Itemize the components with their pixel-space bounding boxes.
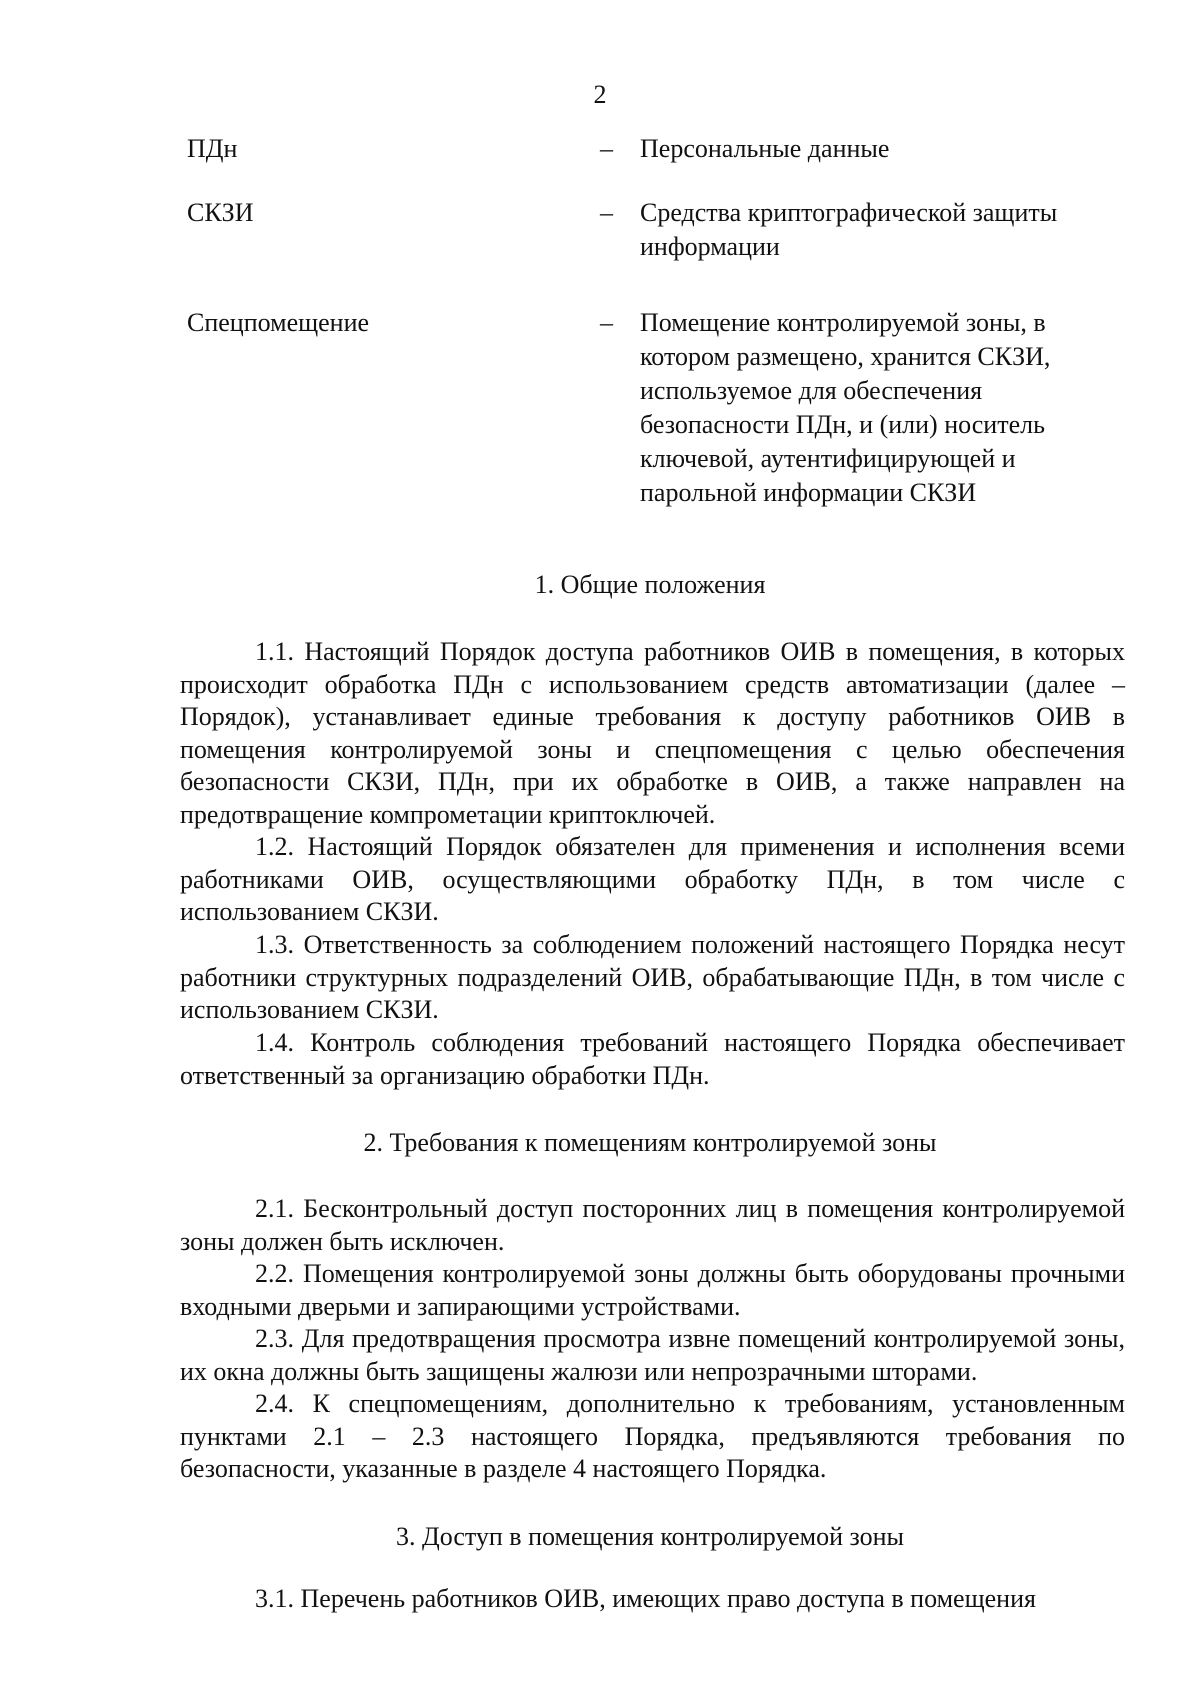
section-heading: 1. Общие положения <box>534 570 766 599</box>
definition-term: ПДн <box>187 134 238 163</box>
page-number: 2 <box>593 80 607 109</box>
paragraph <box>180 929 1125 1027</box>
definition-dash: – <box>600 134 613 163</box>
paragraph <box>180 1583 1125 1616</box>
paragraph-text: Для предотвращения просмотра извне помещений контролируемой зоны, их окна должны быть защищены жалюзи или непрозрачными шторами. <box>180 1324 1126 1386</box>
paragraph <box>180 831 1125 929</box>
paragraph-text: Настоящий Порядок доступа работников ОИВ в помещения, в которых происходит обработка ПДн с использованием средств автоматизации (далее – Порядок), устанавливает единые требования к доступу работников ОИВ в помещения контролируемой зоны и спецпомещения с целью обеспечения безопасности СКЗИ, ПДн, при их обработке в ОИВ, а также направлен на предотвращение компрометации криптоключей. <box>180 637 1125 829</box>
definition-description: Средства криптографической защиты информации <box>640 198 1058 261</box>
paragraph-text: К спецпомещениям, дополнительно к требованиям, установленным пунктами 2.1 – 2.3 настоящего Порядка, предъявляются требования по безопасности, указанные в разделе 4 настоящего Порядка. <box>180 1389 1125 1483</box>
paragraph <box>180 1258 1125 1323</box>
paragraph-number: 2.2. <box>255 1259 294 1288</box>
paragraph-number: 1.4. <box>255 1028 294 1057</box>
paragraph <box>180 1027 1125 1092</box>
paragraph-number: 3.1. <box>255 1584 294 1613</box>
paragraph <box>180 1323 1125 1388</box>
paragraph-number: 2.4. <box>255 1389 294 1418</box>
paragraph-text: Помещения контролируемой зоны должны быть оборудованы прочными входными дверьми и запирающими устройствами. <box>180 1259 1125 1321</box>
paragraph-text: Настоящий Порядок обязателен для применения и исполнения всеми работниками ОИВ, осуществляющими обработку ПДн, в том числе с использованием СКЗИ. <box>180 832 1126 926</box>
paragraph-number: 1.1. <box>255 637 294 666</box>
paragraph <box>180 636 1125 831</box>
paragraph-number: 2.3. <box>255 1324 294 1353</box>
paragraph-number: 1.3. <box>255 930 294 959</box>
paragraph-text: Ответственность за соблюдением положений настоящего Порядка несут работники структурных подразделений ОИВ, обрабатывающие ПДн, в том числе с использованием СКЗИ. <box>180 930 1126 1024</box>
definition-description: Персональные данные <box>640 134 890 163</box>
section-heading: 2. Требования к помещениям контролируемой зоны <box>363 1128 937 1157</box>
section-heading: 3. Доступ в помещения контролируемой зоны <box>395 1522 905 1551</box>
paragraph-number: 2.1. <box>255 1194 294 1223</box>
paragraph-text: Бесконтрольный доступ посторонних лиц в помещения контролируемой зоны должен быть исключен. <box>180 1194 1126 1256</box>
definition-dash: – <box>600 308 613 337</box>
definition-term: СКЗИ <box>187 198 254 227</box>
paragraph-number: 1.2. <box>255 832 294 861</box>
definition-term: Спецпомещение <box>187 308 370 337</box>
paragraph-text: Перечень работников ОИВ, имеющих право доступа в помещения <box>300 1584 1036 1613</box>
definition-dash: – <box>600 198 613 227</box>
definition-description: Помещение контролируемой зоны, в котором размещено, хранится СКЗИ, используемое для обеспечения безопасности ПДн, и (или) носитель ключевой, аутентифицирующей и парольной информации СКЗИ <box>640 308 1051 507</box>
paragraph <box>180 1193 1125 1258</box>
paragraph-text: Контроль соблюдения требований настоящего Порядка обеспечивает ответственный за организацию обработки ПДн. <box>180 1028 1126 1090</box>
paragraph <box>180 1388 1125 1486</box>
